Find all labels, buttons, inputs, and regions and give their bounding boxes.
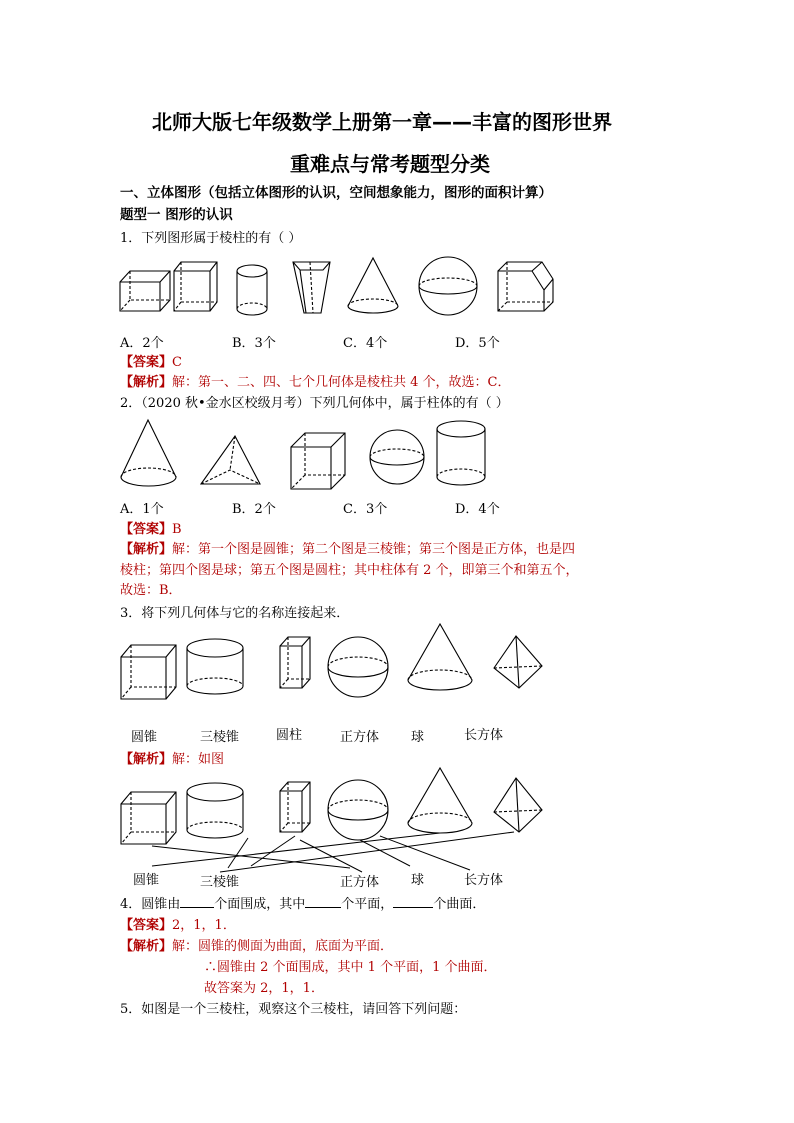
q2-stem: 2．（2020 秋•金水区校级月考）下列几何体中，属于柱体的有（ ）: [120, 396, 509, 411]
page-title: 北师大版七年级数学上册第一章——丰富的图形世界: [152, 110, 612, 134]
q3-answer-name-3: 正方体: [340, 875, 380, 890]
q3-stem: 3．将下列几何体与它的名称连接起来．: [120, 606, 350, 621]
q4-answer: 【答案】2，1，1．: [120, 918, 236, 933]
q2-analysis-line1: 【解析】解：第一个图是圆锥；第二个图是三棱锥；第三个图是正方体，也是四: [120, 542, 576, 557]
q3-name-5: 球: [411, 730, 425, 745]
q2-option-d: D．4个: [455, 502, 500, 517]
q1-option-c: C．4个: [343, 336, 388, 351]
q4-analysis-line2: ∴圆锥由 2 个面围成，其中 1 个平面，1 个曲面．: [204, 960, 497, 975]
page-subtitle: 重难点与常考题型分类: [290, 152, 490, 176]
section-heading: 一、立体图形（包括立体图形的认识，空间想象能力，图形的面积计算）: [120, 185, 552, 201]
q1-stem: 1．下列图形属于棱柱的有（ ）: [120, 231, 302, 246]
q4-stem: 4．圆锥由 个面围成，其中 个平面， 个曲面．: [120, 897, 486, 912]
q3-answer-name-5: 长方体: [464, 873, 504, 888]
q2-option-c: C．3个: [343, 502, 388, 517]
q3-analysis: 【解析】解：如图: [120, 752, 225, 767]
q3-name-1: 圆锥: [131, 730, 158, 745]
q3-answer-name-1: 圆锥: [133, 873, 160, 888]
q4-analysis-line3: 故答案为 2，1，1．: [204, 981, 324, 996]
q2-analysis-line2: 棱柱；第四个图是球；第五个图是圆柱；其中柱体有 2 个，即第三个和第五个，: [120, 563, 579, 578]
q2-answer: 【答案】B: [120, 522, 182, 537]
q2-analysis-line3: 故选：B．: [120, 583, 182, 598]
q1-option-d: D．5个: [455, 336, 500, 351]
q5-stem: 5．如图是一个三棱柱，观察这个三棱柱，请回答下列问题：: [120, 1002, 467, 1017]
q1-analysis: 【解析】解：第一、二、四、七个几何体是棱柱共 4 个，故选：C．: [120, 375, 511, 390]
q3-answer-name-4: 球: [411, 873, 425, 888]
q1-answer: 【答案】C: [120, 355, 182, 370]
q1-option-b: B．3个: [232, 336, 276, 351]
q2-option-a: A．1个: [120, 502, 164, 517]
q3-name-4: 正方体: [340, 730, 380, 745]
q3-name-2: 三棱锥: [200, 730, 240, 745]
q3-name-3: 圆柱: [276, 728, 303, 743]
q3-name-6: 长方体: [464, 728, 504, 743]
q4-analysis-line1: 【解析】解：圆锥的侧面为曲面，底面为平面．: [120, 939, 394, 954]
q3-answer-name-2: 三棱锥: [200, 875, 240, 890]
q2-option-b: B．2个: [232, 502, 276, 517]
q1-option-a: A．2个: [120, 336, 164, 351]
question-type-heading: 题型一 图形的认识: [120, 207, 233, 223]
